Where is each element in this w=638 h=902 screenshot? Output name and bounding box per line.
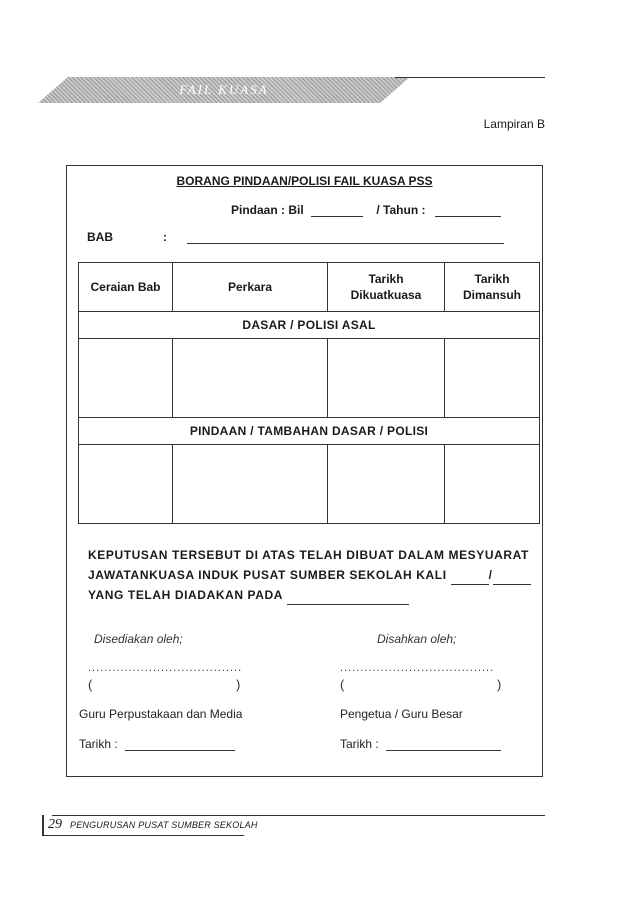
decision-separator: / [488, 568, 493, 582]
table-cell[interactable] [328, 339, 445, 418]
table-cell[interactable] [445, 445, 540, 524]
decision-line-1: KEPUTUSAN TERSEBUT DI ATAS TELAH DIBUAT DALAM MESYUARAT [88, 548, 529, 562]
section-amendment-label: PINDAAN / TAMBAHAN DASAR / POLISI [79, 418, 540, 445]
approved-by-paren-open: ( [340, 677, 345, 692]
footer-title: PENGURUSAN PUSAT SUMBER SEKOLAH [70, 820, 258, 830]
prepared-by-signature-line[interactable]: ...................................... [88, 662, 243, 674]
section-original-label: DASAR / POLISI ASAL [79, 312, 540, 339]
bab-label: BAB [87, 230, 113, 244]
header-perkara: Perkara [173, 263, 328, 312]
approved-by-date-row [340, 737, 501, 751]
table-header-row [79, 263, 540, 312]
prepared-by-date-field[interactable] [125, 750, 235, 751]
header-banner-title: FAIL KUASA [179, 82, 269, 97]
header-tarikh-dimansuh [445, 263, 540, 312]
form-title-text: BORANG PINDAAN/POLISI FAIL KUASA PSS [176, 174, 433, 188]
appendix-label: Lampiran B [483, 117, 545, 131]
prepared-by-label: Disediakan oleh; [94, 632, 183, 646]
approved-by-date-field[interactable] [386, 750, 501, 751]
table-row [79, 445, 540, 524]
decision-line-2-row [88, 565, 533, 585]
approved-by-signature-line[interactable]: ...................................... [340, 662, 495, 674]
table-cell[interactable] [79, 339, 173, 418]
table-cell[interactable] [79, 445, 173, 524]
policy-table [78, 262, 540, 524]
approved-by-role: Pengetua / Guru Besar [340, 707, 463, 721]
form-title [66, 174, 543, 188]
meeting-year-field[interactable] [493, 584, 531, 585]
table-row [79, 339, 540, 418]
section-row-original [79, 312, 540, 339]
tahun-label: / Tahun : [376, 203, 426, 217]
decision-line-3-row [88, 585, 533, 605]
prepared-by-role: Guru Perpustakaan dan Media [79, 707, 243, 721]
meeting-number-field[interactable] [451, 584, 489, 585]
page-number: 29 [48, 817, 62, 832]
pindaan-label: Pindaan : Bil [231, 203, 304, 217]
bab-colon: : [163, 230, 167, 244]
decision-line-3: YANG TELAH DIADAKAN PADA [88, 588, 283, 602]
prepared-by-paren-open: ( [88, 677, 93, 692]
header-tarikh-dikuatkuasa [328, 263, 445, 312]
decision-line-2: JAWATANKUASA INDUK PUSAT SUMBER SEKOLAH KALI [88, 568, 447, 582]
bab-field-line[interactable] [187, 243, 504, 244]
meeting-date-field[interactable] [287, 604, 409, 605]
header-rule [395, 77, 545, 78]
pindaan-row [231, 203, 501, 217]
table-cell[interactable] [173, 339, 328, 418]
decision-paragraph [88, 545, 533, 605]
approved-by-label: Disahkan oleh; [377, 632, 457, 646]
prepared-by-date-label: Tarikh : [79, 737, 118, 751]
table-cell[interactable] [173, 445, 328, 524]
approved-by-date-label: Tarikh : [340, 737, 379, 751]
header-tarikh-dimansuh-text: Tarikh Dimansuh [462, 272, 521, 302]
prepared-by-paren-close: ) [236, 677, 241, 692]
approved-by-paren-close: ) [497, 677, 502, 692]
tahun-field-line[interactable] [435, 216, 501, 217]
header-tarikh-dikuatkuasa-text: Tarikh Dikuatkuasa [350, 272, 422, 302]
bil-field-line[interactable] [311, 216, 363, 217]
prepared-by-date-row [79, 737, 235, 751]
header-ceraian-bab: Ceraian Bab [79, 263, 173, 312]
table-cell[interactable] [445, 339, 540, 418]
table-cell[interactable] [328, 445, 445, 524]
section-row-amendment [79, 418, 540, 445]
